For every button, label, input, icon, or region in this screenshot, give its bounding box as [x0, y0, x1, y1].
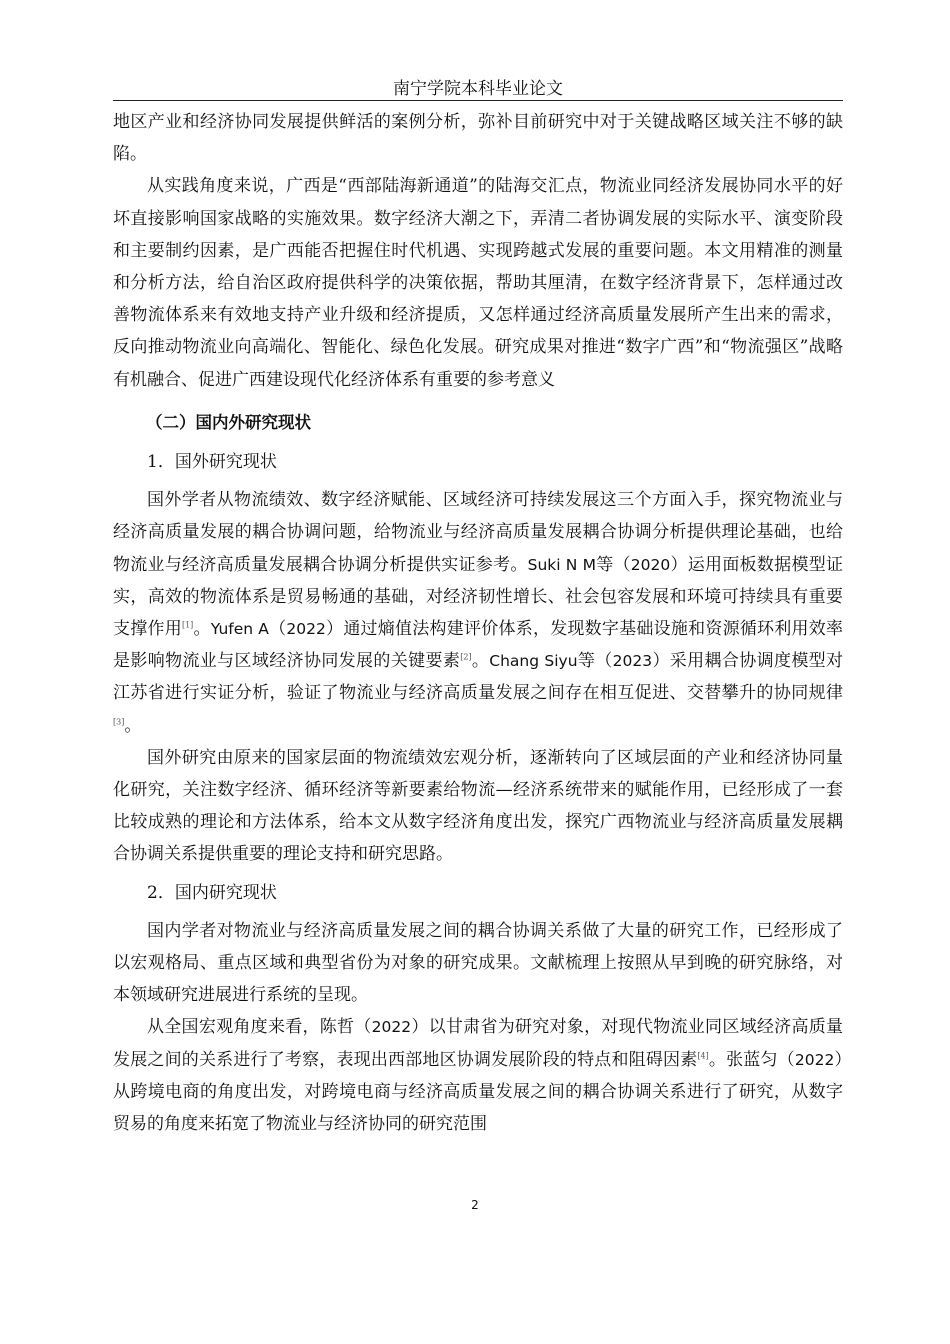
subheading-domestic-research: 2．国内研究现状	[147, 882, 277, 903]
reference-marker[interactable]: [1]	[181, 620, 194, 630]
paragraph-foreign-summary: 国外研究由原来的国家层面的物流绩效宏观分析，逐渐转向了区域层面的产业和经济协同量化研究，关注数字经济、循环经济等新要素给物流—经济系统带来的赋能作用，已经形成了一套比较成熟的理论和方法体系，给本文从数字经济角度出发，探究广西物流业与经济高质量发展耦合协调关系提供重要的理论支持和研究思路。	[113, 747, 843, 865]
page-number: 2	[471, 1198, 479, 1212]
header-rule	[113, 100, 843, 101]
citation-year: 2022	[286, 620, 326, 639]
subheading-foreign-research: 1．国外研究现状	[147, 452, 277, 473]
citation-year: 2022	[371, 1018, 412, 1037]
reference-marker[interactable]: [2]	[460, 652, 472, 662]
citation-author: Suki N M	[527, 555, 596, 574]
citation-year: 2020	[630, 555, 671, 574]
citation-year: 2022	[794, 1050, 835, 1069]
paragraph-practical-significance: 从实践角度来说，广西是“西部陆海新通道”的陆海交汇点，物流业同经济发展协同水平的好坏直接影响国家战略的实施效果。数字经济大潮之下，弄清二者协调发展的实际水平、演变阶段和主要制约因素，是广西能否把握住时代机遇、实现跨越式发展的重要问题。本文用精准的测量和分析方法，给自治区政府提供科学的决策依据，帮助其厘清，在数字经济背景下，怎样通过改善物流体系来有效地支持产业升级和经济提质，又怎样通过经济高质量发展所产生出来的需求，反向推动物流业向高端化、智能化、绿色化发展。研究成果对推进“数字广西”和“物流强区”战略有机融合、促进广西建设现代化经济体系有重要的参考意义	[113, 176, 843, 390]
paragraph-domestic-overview: 国内学者对物流业与经济高质量发展之间的耦合协调关系做了大量的研究工作，已经形成了以宏观格局、重点区域和典型省份为对象的研究成果。文献梳理上按照从早到晚的研究脉络，对本领域研究进展进行系统的呈现。	[113, 920, 843, 1006]
page-header: 南宁学院本科毕业论文	[393, 79, 563, 99]
citation-author: Yufen A	[210, 620, 269, 639]
paragraph-foreign-review: 国外学者从物流绩效、数字经济赋能、区域经济可持续发展这三个方面入手，探究物流业与经济高质量发展的耦合协调问题，给物流业与经济高质量发展耦合协调分析提供理论基础，也给物流业与经济高质量发展耦合协调分析提供实证参考。Suki N M等（2020）运用面板数据模型证实，高效的物流体系是贸易畅通的基础，对经济韧性增长、社会包容发展和环境可持续具有重要支撑作用[1]。Yufen A（2022）通过熵值法构建评价体系，发现数字基础设施和资源循环利用效率是影响物流业与区域经济协同发展的关键要素[2]。Chang Siyu等（2023）采用耦合协调度模型对江苏省进行实证分析，验证了物流业与经济高质量发展之间存在相互促进、交替攀升的协同规律[3]。	[113, 490, 844, 736]
section-heading-research-status: （二）国内外研究现状	[146, 412, 311, 432]
reference-marker[interactable]: [3]	[113, 717, 125, 726]
reference-marker[interactable]: [4]	[697, 1051, 709, 1061]
paragraph-intro-continued: 地区产业和经济协同发展提供鲜活的案例分析，弥补目前研究中对于关键战略区域关注不够的缺陷。	[113, 112, 843, 165]
paragraph-domestic-macro: 从全国宏观角度来看，陈哲（2022）以甘肃省为研究对象，对现代物流业同区域经济高质量发展之间的关系进行了考察，表现出西部地区协调发展阶段的特点和阻碍因素[4]。张蓝匀（2022）从跨境电商的角度出发，对跨境电商与经济高质量发展之间的耦合协调关系进行了研究，从数字贸易的角度来拓宽了物流业与经济协同的研究范围	[113, 1017, 844, 1135]
citation-author: Chang Siyu	[489, 652, 578, 671]
page-body	[113, 106, 843, 1140]
citation-year: 2023	[612, 652, 653, 671]
